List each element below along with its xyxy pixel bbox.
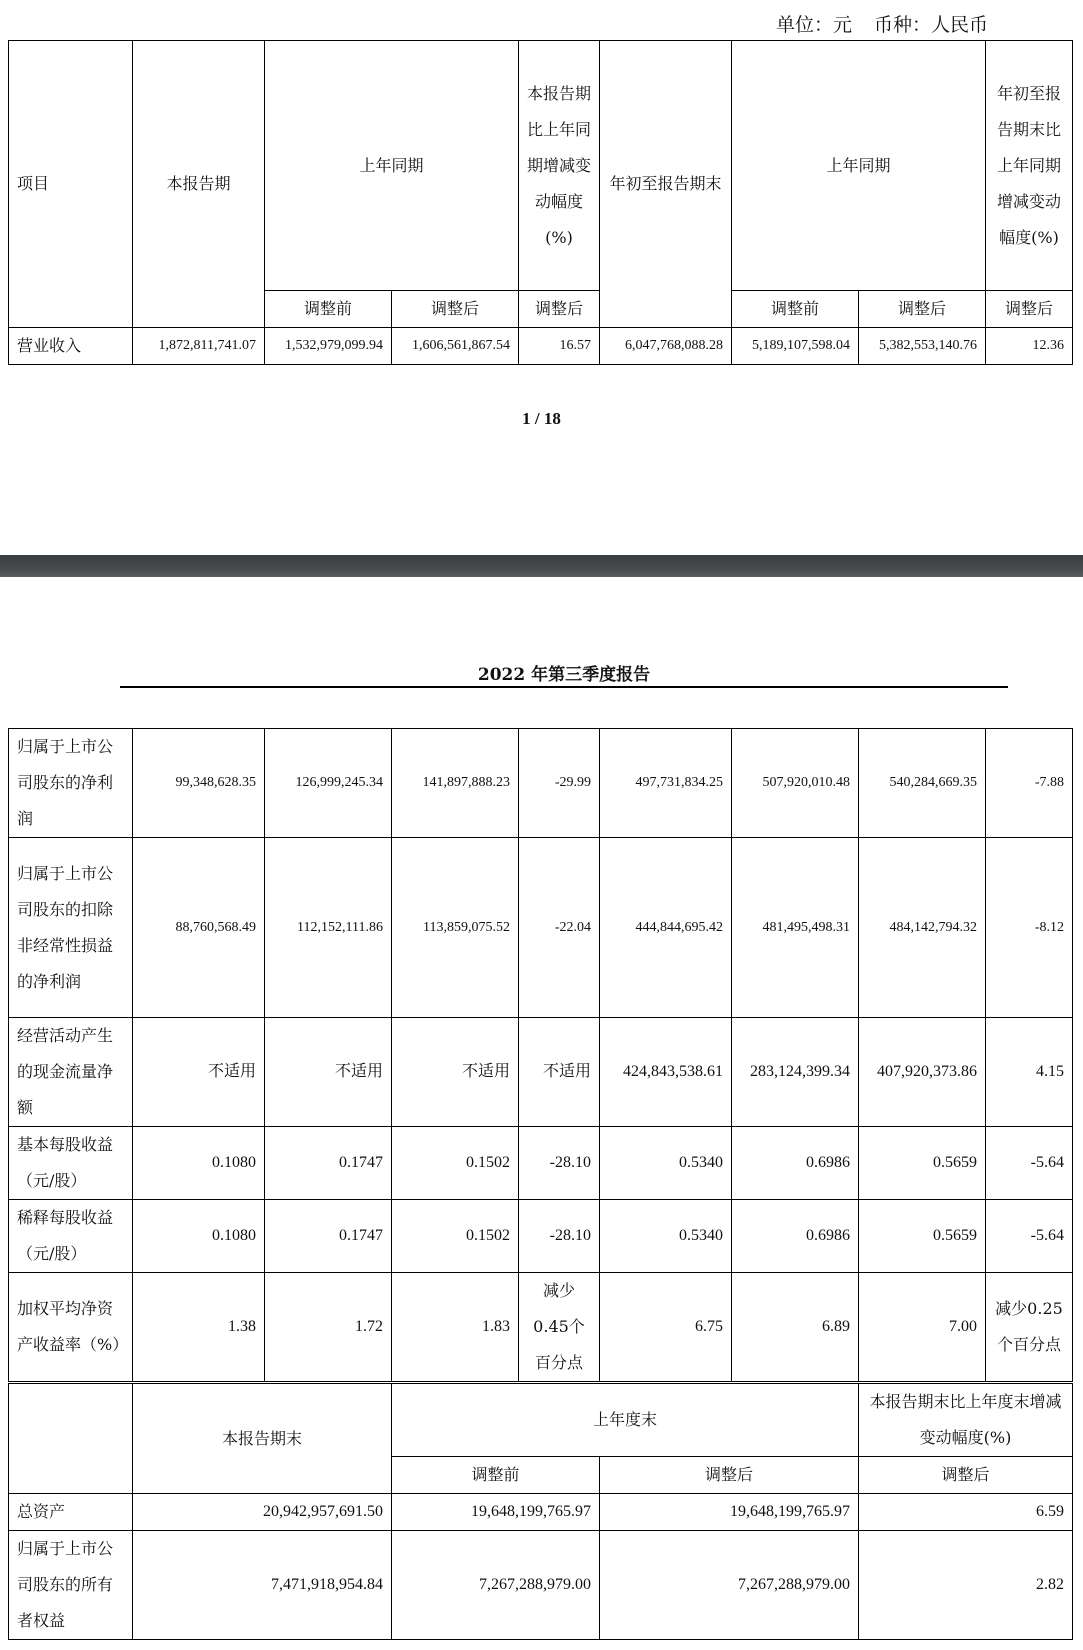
col-header-ytd-prior-same: 上年同期 [732,41,986,291]
title-underline [120,686,1008,688]
page-number: 1 / 18 [522,409,561,428]
col-header-ytd: 年初至报告期末 [600,41,732,328]
cell-ytd-prior-before: 507,920,010.48 [732,729,859,838]
cell-prior-after: 0.1502 [392,1200,519,1273]
subheader-after: 调整后 [392,291,519,328]
row-item: 归属于上市公司股东的净利润 [9,729,133,838]
cell-ytd: 0.5340 [600,1127,732,1200]
cell-prior-before: 7,267,288,979.00 [392,1531,600,1640]
subheader-before: 调整前 [265,291,392,328]
cell-pct: 2.82 [859,1531,1073,1640]
cell-ytd: 497,731,834.25 [600,729,732,838]
balance-header-pct: 本报告期末比上年度末增减变动幅度(%) [859,1384,1073,1457]
cell-current: 1,872,811,741.07 [133,328,265,365]
cell-ytd-prior-before: 481,495,498.31 [732,838,859,1018]
cell-prior-after: 113,859,075.52 [392,838,519,1018]
subheader-after: 调整后 [600,1457,859,1494]
row-item: 营业收入 [9,328,133,365]
cell-current: 99,348,628.35 [133,729,265,838]
cell-pct: 不适用 [519,1018,600,1127]
cell-ytd: 0.5340 [600,1200,732,1273]
subheader-after: 调整后 [986,291,1073,328]
table-row [9,1531,1073,1640]
table-row [9,1494,1073,1531]
page-separator [0,555,1083,577]
row-item: 加权平均净资产收益率（%） [9,1273,133,1382]
cell-current: 不适用 [133,1018,265,1127]
cell-pct: 减少0.45个百分点 [519,1273,600,1382]
cell-ytd-pct: 减少0.25个百分点 [986,1273,1073,1382]
cell-ytd-prior-before: 0.6986 [732,1127,859,1200]
col-header-pct-ytd: 年初至报告期末比上年同期增减变动幅度(%) [986,41,1073,291]
balance-header-prior-year-end: 上年度末 [392,1384,859,1457]
table-row [9,1018,1073,1127]
cell-ytd-pct: -7.88 [986,729,1073,838]
cell-ytd-prior-after: 0.5659 [859,1200,986,1273]
cell-ytd-pct: 12.36 [986,328,1073,365]
cell-ytd: 424,843,538.61 [600,1018,732,1127]
cell-ytd: 6,047,768,088.28 [600,328,732,365]
table-row [9,1200,1073,1273]
table-row [9,729,1073,838]
cell-prior-after: 7,267,288,979.00 [600,1531,859,1640]
cell-pct: 6.59 [859,1494,1073,1531]
balance-header-item [9,1384,133,1494]
balance-table [8,1383,1073,1640]
row-item: 经营活动产生的现金流量净额 [9,1018,133,1127]
unit-label: 单位：元 [776,14,853,36]
cell-current: 0.1080 [133,1127,265,1200]
cell-pct: -22.04 [519,838,600,1018]
cell-prior-before: 0.1747 [265,1200,392,1273]
cell-current: 0.1080 [133,1200,265,1273]
col-header-prior-same: 上年同期 [265,41,519,291]
cell-prior-before: 不适用 [265,1018,392,1127]
cell-ytd-pct: -5.64 [986,1200,1073,1273]
subheader-after: 调整后 [859,1457,1073,1494]
col-header-current: 本报告期 [133,41,265,328]
cell-prior-after: 0.1502 [392,1127,519,1200]
subheader-before: 调整前 [732,291,859,328]
cell-period-end: 20,942,957,691.50 [133,1494,392,1531]
cell-ytd-prior-before: 283,124,399.34 [732,1018,859,1127]
cell-period-end: 7,471,918,954.84 [133,1531,392,1640]
table-row [9,1273,1073,1382]
cell-ytd-prior-after: 5,382,553,140.76 [859,328,986,365]
cell-prior-before: 1,532,979,099.94 [265,328,392,365]
cell-prior-after: 141,897,888.23 [392,729,519,838]
cell-current: 1.38 [133,1273,265,1382]
cell-prior-before: 1.72 [265,1273,392,1382]
balance-header-period-end: 本报告期末 [133,1384,392,1494]
cell-ytd-prior-after: 7.00 [859,1273,986,1382]
cell-current: 88,760,568.49 [133,838,265,1018]
cell-ytd-pct: -5.64 [986,1127,1073,1200]
cell-pct: -28.10 [519,1200,600,1273]
col-header-pct-current: 本报告期比上年同期增减变动幅度(%) [519,41,600,291]
cell-prior-after: 1,606,561,867.54 [392,328,519,365]
subheader-after: 调整后 [859,291,986,328]
table-row [9,1127,1073,1200]
cell-prior-after: 不适用 [392,1018,519,1127]
currency-label: 币种：人民币 [874,14,989,36]
cell-ytd-prior-before: 5,189,107,598.04 [732,328,859,365]
cell-prior-before: 112,152,111.86 [265,838,392,1018]
subheader-before: 调整前 [392,1457,600,1494]
cell-ytd-prior-before: 6.89 [732,1273,859,1382]
cell-prior-before: 126,999,245.34 [265,729,392,838]
cell-ytd: 444,844,695.42 [600,838,732,1018]
subheader-after: 调整后 [519,291,600,328]
cell-ytd-pct: -8.12 [986,838,1073,1018]
row-item: 基本每股收益（元/股） [9,1127,133,1200]
cell-ytd-pct: 4.15 [986,1018,1073,1127]
cell-ytd-prior-before: 0.6986 [732,1200,859,1273]
col-header-item: 项目 [9,41,133,328]
table-row [9,328,1073,365]
unit-currency-line [776,10,988,37]
row-item: 归属于上市公司股东的所有者权益 [9,1531,133,1640]
cell-prior-before: 19,648,199,765.97 [392,1494,600,1531]
cell-prior-after: 1.83 [392,1273,519,1382]
income-table-continued [8,728,1073,1382]
report-title: 2022 年第三季度报告 [477,665,651,685]
cell-ytd-prior-after: 407,920,373.86 [859,1018,986,1127]
cell-prior-before: 0.1747 [265,1127,392,1200]
cell-pct: -29.99 [519,729,600,838]
cell-ytd-prior-after: 540,284,669.35 [859,729,986,838]
row-item: 归属于上市公司股东的扣除非经常性损益的净利润 [9,838,133,1018]
table-row [9,838,1073,1018]
cell-pct: 16.57 [519,328,600,365]
row-item: 稀释每股收益（元/股） [9,1200,133,1273]
income-table-header [8,40,1073,365]
cell-pct: -28.10 [519,1127,600,1200]
cell-prior-after: 19,648,199,765.97 [600,1494,859,1531]
cell-ytd-prior-after: 0.5659 [859,1127,986,1200]
cell-ytd: 6.75 [600,1273,732,1382]
row-item: 总资产 [9,1494,133,1531]
cell-ytd-prior-after: 484,142,794.32 [859,838,986,1018]
